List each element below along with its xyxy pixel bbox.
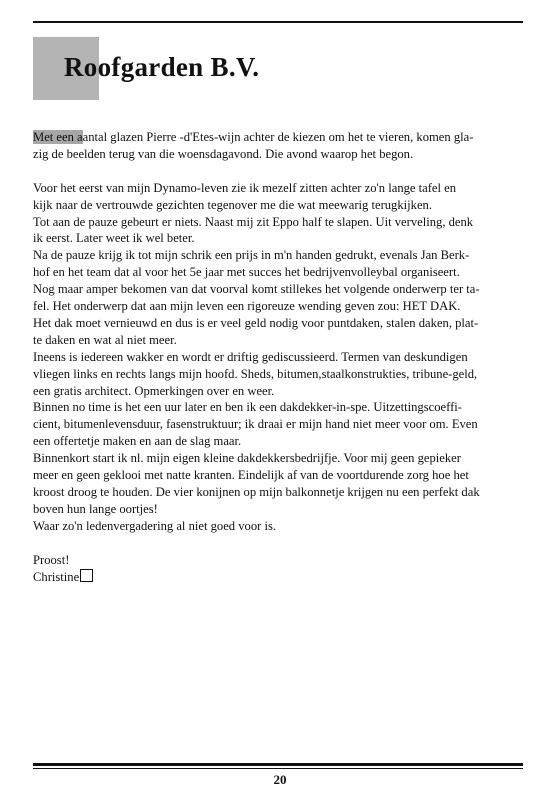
body-line: Binnen no time is het een uur later en ben ik een dakdekker-in-spe. Uitzettingscoeffi- xyxy=(33,400,462,415)
body-line: een offertetje maken en aan de slag maar. xyxy=(33,434,242,449)
signature: Christine xyxy=(33,569,80,584)
body-line: cient, bitumenlevensduur, fasenstruktuur; ik draai er mijn hand niet meer voor om. Even xyxy=(33,417,478,432)
body-line: zig de beelden terug van die woensdagavond. Die avond waarop het begon. xyxy=(33,146,414,161)
page-number: 20 xyxy=(273,772,287,787)
body-line: hof en het team dat al voor het 5e jaar met succes het bedrijvenvolleybal organiseert. xyxy=(33,265,460,280)
body-line: te daken en wat al niet meer. xyxy=(33,332,177,347)
body-line: Nog maar amper bekomen van dat voorval komt stillekes het volgende onderwerp ter ta- xyxy=(33,282,480,297)
end-mark-box-icon xyxy=(80,569,93,582)
body-line: kroost droog te houden. De vier konijnen op mijn balkonnetje krijgen nu een perfekt dak xyxy=(33,485,480,500)
signature-line xyxy=(33,569,525,586)
body-line: Voor het eerst van mijn Dynamo-leven zie ik mezelf zitten achter zo'n lange tafel en xyxy=(33,180,457,195)
body-line: kijk naar de vertrouwde gezichten tegenover me die wat meewarig terugkijken. xyxy=(33,197,432,212)
body-line: Met een aantal glazen Pierre -d'Etes-wijn achter de kiezen om het te vieren, komen gla- xyxy=(33,130,474,144)
body-line: een gratis architect. Opmerkingen over en weer. xyxy=(33,383,275,398)
body-line: vliegen links en rechts langs mijn hoofd. Sheds, bitumen,staalkonstrukties, tribune-geld, xyxy=(33,366,478,381)
top-rule xyxy=(33,21,523,23)
body-line: Waar zo'n ledenvergadering al niet goed voor is. xyxy=(33,518,277,533)
bottom-rule-thin xyxy=(33,768,523,769)
body-line: Binnenkort start ik nl. mijn eigen kleine dakdekkersbedrijfje. Voor mij geen gepieker xyxy=(33,451,461,466)
paragraph-gap xyxy=(33,535,525,552)
body-line: fel. Het onderwerp dat aan mijn leven een rigoreuze wending geven zou: HET DAK. xyxy=(33,299,461,314)
body-line: Ineens is iedereen wakker en wordt er driftig gediscussieerd. Termen van deskundigen xyxy=(33,349,468,364)
body-line: meer en geen geklooi met natte kranten. Eindelijk af van de voortdurende zorg hoe het xyxy=(33,468,469,483)
closing-line: Proost! xyxy=(33,552,70,567)
article-body xyxy=(33,129,525,585)
paragraph-gap xyxy=(33,163,525,180)
body-line: ik eerst. Later weet ik wel beter. xyxy=(33,231,195,246)
body-line: boven hun lange oortjes! xyxy=(33,501,158,516)
body-line: Tot aan de pauze gebeurt er niets. Naast mij zit Eppo half te slapen. Uit verveling, denk xyxy=(33,214,474,229)
article-title: Roofgarden B.V. xyxy=(64,52,260,82)
body-line: Het dak moet vernieuwd en dus is er veel geld nodig voor puntdaken, stalen daken, plat- xyxy=(33,315,479,330)
body-line: Na de pauze krijg ik tot mijn schrik een prijs in m'n handen gedrukt, evenals Jan Berk- xyxy=(33,248,470,263)
bottom-rule-thick xyxy=(33,763,523,766)
